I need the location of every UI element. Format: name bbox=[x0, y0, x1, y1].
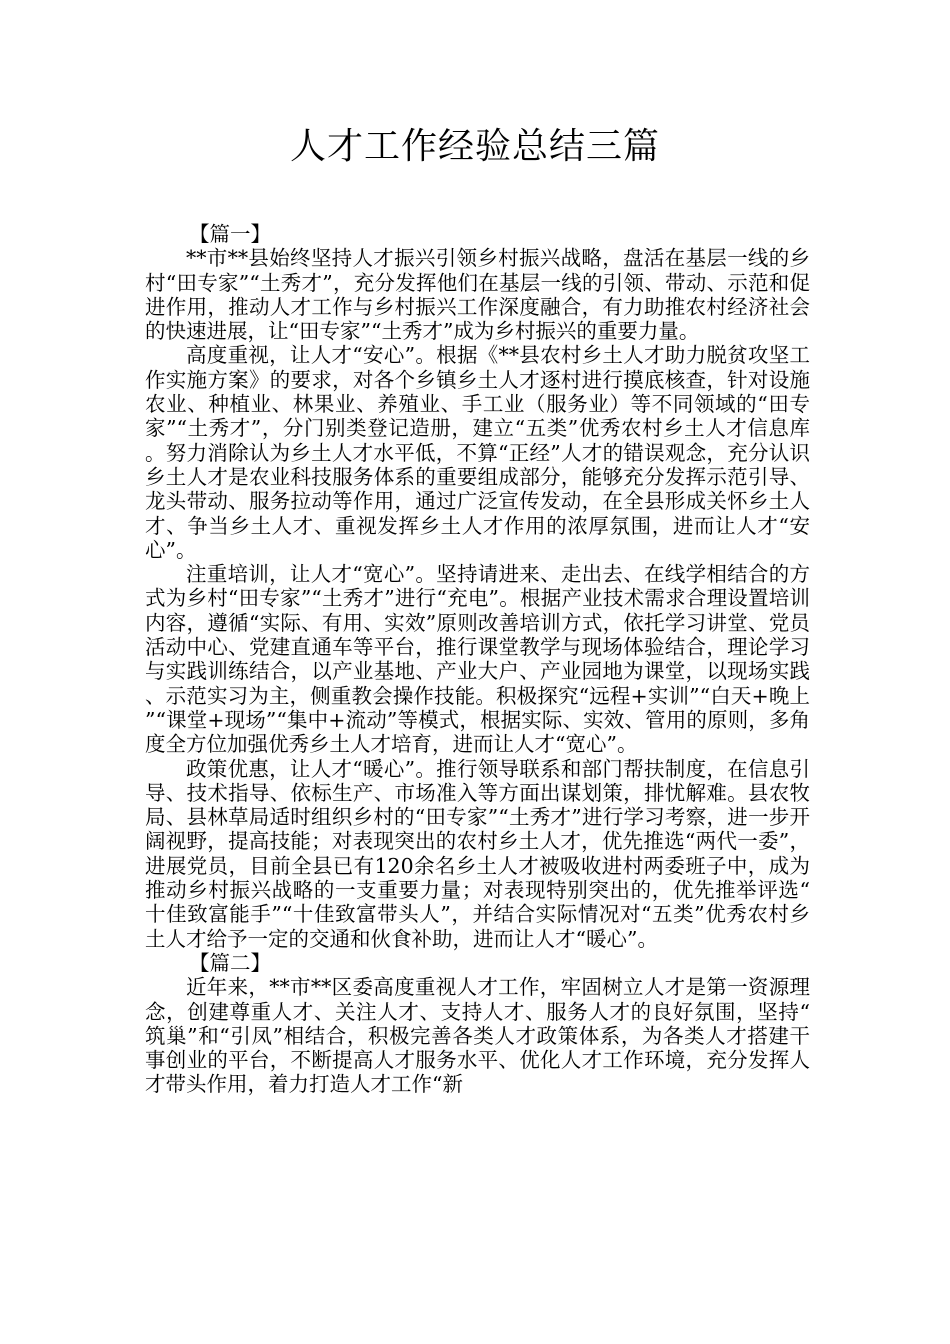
document-body bbox=[145, 222, 810, 1097]
paragraph: 近年来，**市**区委高度重视人才工作，牢固树立人才是第一资源理念，创建尊重人才、关注人才、支持人才、服务人才的良好氛围，坚持“筑巢”和“引凤”相结合，积极完善各类人才政策体系，为各类人才搭建干事创业的平台，不断提高人才服务水平、优化人才工作环境，充分发挥人才带头作用，着力打造人才工作“新 bbox=[145, 975, 810, 1097]
document-title: 人才工作经验总结三篇 bbox=[289, 126, 660, 167]
paragraph: 政策优惠，让人才“暖心”。推行领导联系和部门帮扶制度，在信息引导、技术指导、依标生产、市场准入等方面出谋划策，排忧解难。县农牧局、县林草局适时组织乡村的“田专家”“土秀才”进行学习考察，进一步开阔视野，提高技能；对表现突出的农村乡土人才，优先推选“两代一委”，进展党员，目前全县已有120余名乡土人才被吸收进村两委班子中，成为推动乡村振兴战略的一支重要力量；对表现特别突出的，优先推举评选“十佳致富能手”“十佳致富带头人”，并结合实际情况对“五类”优秀农村乡土人才给予一定的交通和伙食补助，进而让人才“暖心”。 bbox=[145, 756, 810, 951]
paragraph: **市**县始终坚持人才振兴引领乡村振兴战略，盘活在基层一线的乡村“田专家”“土秀才”，充分发挥他们在基层一线的引领、带动、示范和促进作用，推动人才工作与乡村振兴工作深度融合，有力助推农村经济社会的快速进展，让“田专家”“土秀才”成为乡村振兴的重要力量。 bbox=[145, 246, 810, 344]
section-label-1: 【篇一】 bbox=[189, 222, 271, 246]
paragraph: 注重培训，让人才“宽心”。坚持请进来、走出去、在线学相结合的方式为乡村“田专家”“土秀才”进行“充电”。根据产业技术需求合理设置培训内容，遵循“实际、有用、实效”原则改善培训方式，依托学习讲堂、党员活动中心、党建直通车等平台，推行课堂教学与现场体验结合，理论学习与实践训练结合，以产业基地、产业大户、产业园地为课堂，以现场实践、示范实习为主，侧重教会操作技能。积极探究“远程+实训”“白天+晚上”“课堂+现场”“集中+流动”等模式，根据实际、实效、管用的原则，多角度全方位加强优秀乡土人才培育，进而让人才“宽心”。 bbox=[145, 562, 810, 757]
section-label-2: 【篇二】 bbox=[189, 950, 271, 975]
paragraph: 高度重视，让人才“安心”。根据《**县农村乡土人才助力脱贫攻坚工作实施方案》的要求，对各个乡镇乡土人才逐村进行摸底核查，针对设施农业、种植业、林果业、养殖业、手工业（服务业）等不同领域的“田专家”“土秀才”，分门别类登记造册，建立“五类”优秀农村乡土人才信息库。努力消除认为乡土人才水平低，不算“正经”人才的错误观念，充分认识乡土人才是农业科技服务体系的重要组成部分，能够充分发挥示范引导、龙头带动、服务拉动等作用，通过广泛宣传发动，在全县形成关怀乡土人才、争当乡土人才、重视发挥乡土人才作用的浓厚氛围，进而让人才“安心”。 bbox=[145, 343, 810, 562]
